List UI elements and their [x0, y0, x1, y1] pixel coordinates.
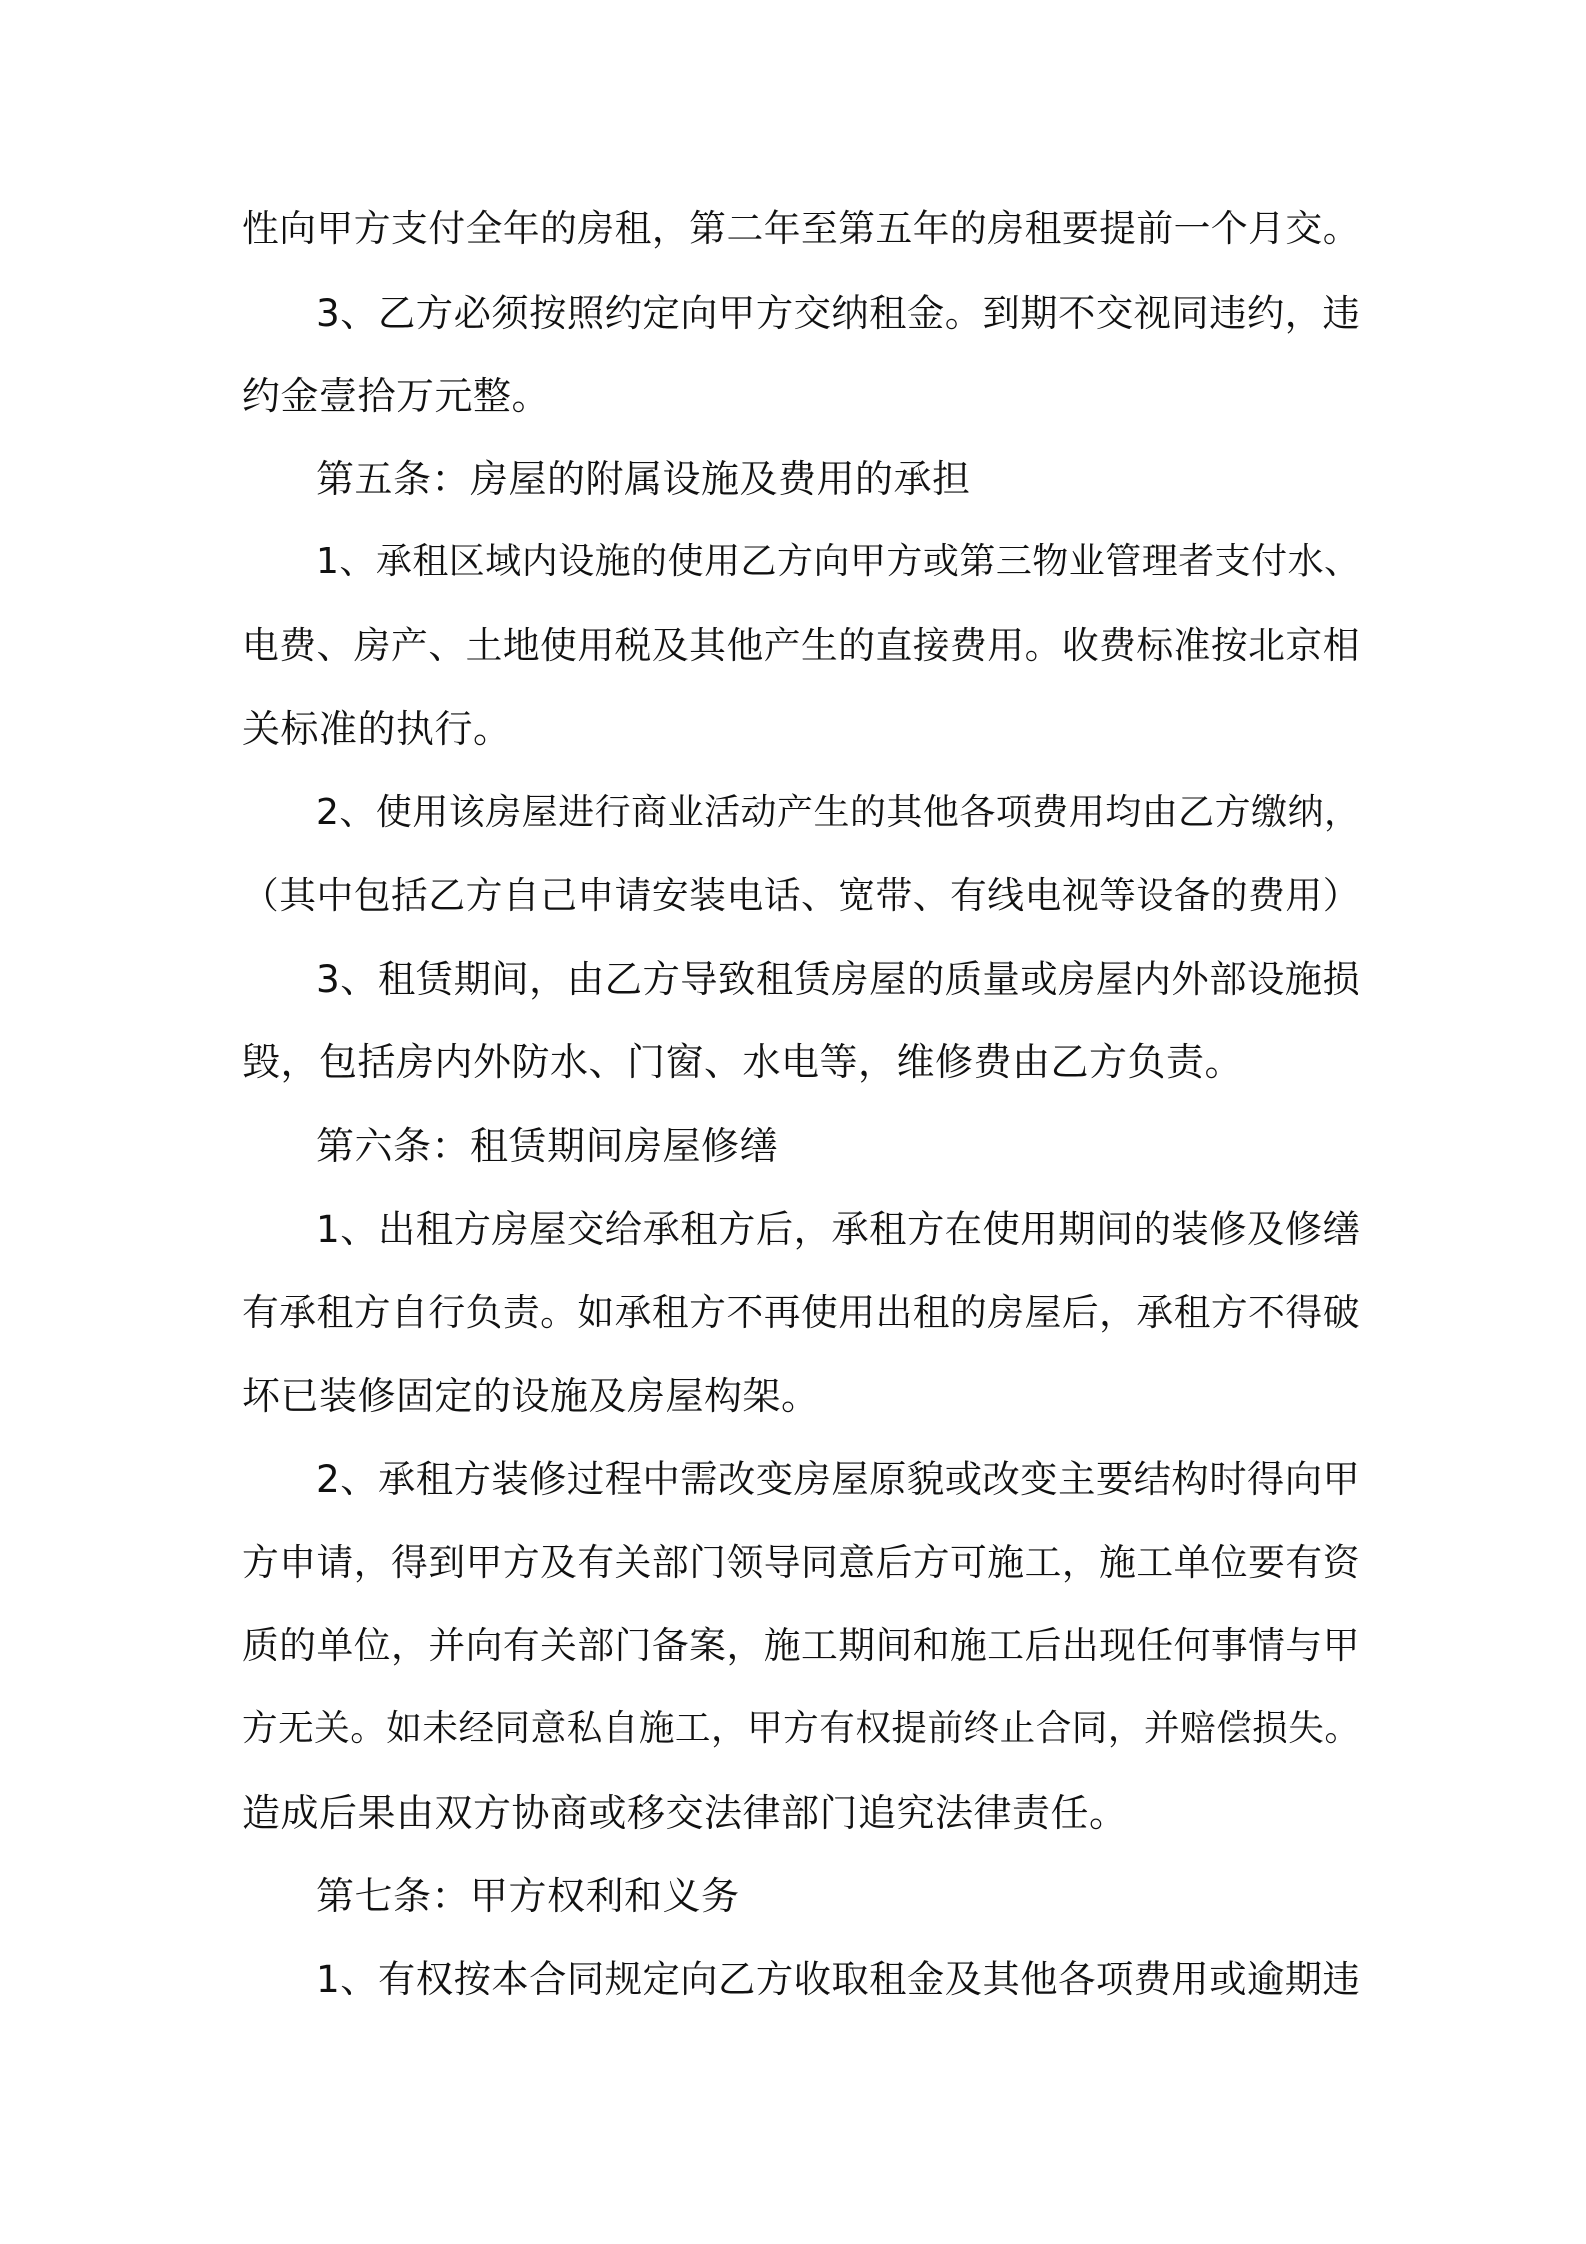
section-heading: 第七条：甲方权利和义务 [316, 1874, 740, 1918]
text-line: 方申请，得到甲方及有关部门领导同意后方可施工，施工单位要有资 [242, 1541, 1360, 1584]
text-line: 1、出租方房屋交给承租方后，承租方在使用期间的装修及修缮 [316, 1207, 1361, 1251]
text-line: 关标准的执行。 [242, 707, 512, 751]
section-heading: 第五条：房屋的附属设施及费用的承担 [316, 457, 971, 501]
text-line: （其中包括乙方自己申请安装电话、宽带、有线电视等设备的费用） [242, 874, 1360, 917]
text-line: 3、乙方必须按照约定向甲方交纳租金。到期不交视同违约，违 [316, 291, 1361, 335]
text-line: 性向甲方支付全年的房租，第二年至第五年的房租要提前一个月交。 [242, 207, 1360, 250]
text-line: 1、承租区域内设施的使用乙方向甲方或第三物业管理者支付水、 [316, 541, 1361, 582]
text-line: 毁，包括房内外防水、门窗、水电等，维修费由乙方负责。 [242, 1040, 1244, 1084]
text-line: 2、使用该房屋进行商业活动产生的其他各项费用均由乙方缴纳， [316, 792, 1361, 833]
section-heading: 第六条：租赁期间房屋修缮 [316, 1124, 779, 1168]
text-line: 造成后果由双方协商或移交法律部门追究法律责任。 [242, 1791, 1128, 1835]
text-line: 约金壹拾万元整。 [242, 374, 551, 418]
text-line: 方无关。如未经同意私自施工，甲方有权提前终止合同，并赔偿损失。 [242, 1708, 1361, 1749]
text-line: 3、租赁期间，由乙方导致租赁房屋的质量或房屋内外部设施损 [316, 957, 1361, 1001]
text-line: 1、有权按本合同规定向乙方收取租金及其他各项费用或逾期违 [316, 1957, 1361, 2001]
text-line: 电费、房产、土地使用税及其他产生的直接费用。收费标准按北京相 [242, 624, 1360, 667]
text-line: 2、承租方装修过程中需改变房屋原貌或改变主要结构时得向甲 [316, 1457, 1361, 1501]
text-line: 有承租方自行负责。如承租方不再使用出租的房屋后，承租方不得破 [242, 1291, 1360, 1334]
text-line: 坏已装修固定的设施及房屋构架。 [242, 1374, 820, 1418]
text-line: 质的单位，并向有关部门备案，施工期间和施工后出现任何事情与甲 [242, 1624, 1360, 1667]
